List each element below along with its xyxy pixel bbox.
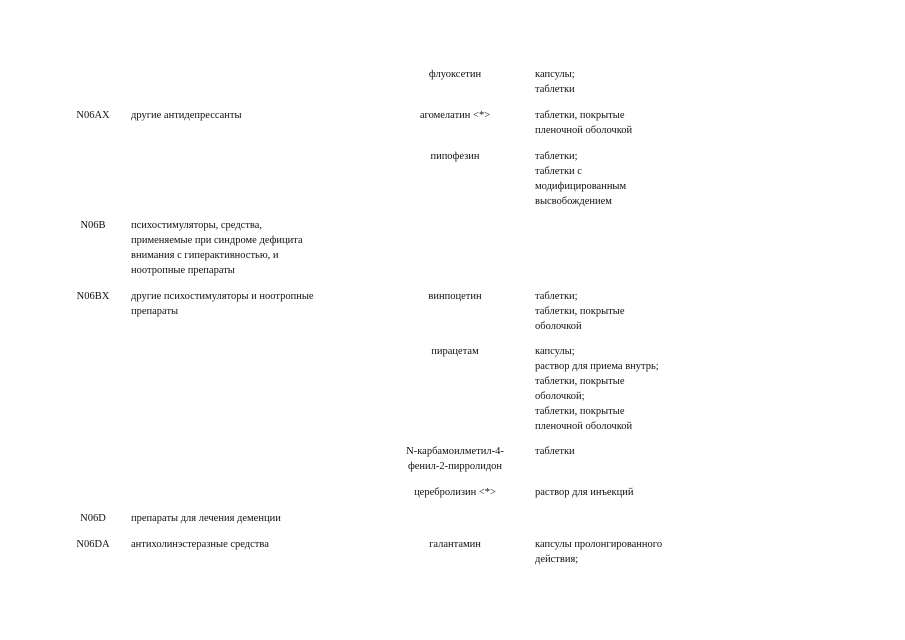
drug-name: пипофезин bbox=[430, 151, 480, 162]
atc-code: N06BX bbox=[76, 291, 110, 302]
atc-code: N06AX bbox=[76, 110, 110, 121]
dosage-form: капсулы пролонгированного действия; bbox=[535, 539, 663, 565]
dosage-form: раствор для инъекций bbox=[535, 487, 634, 498]
drug-name: пирацетам bbox=[431, 346, 479, 357]
drug-name: винпоцетин bbox=[428, 291, 482, 302]
atc-code: N06DA bbox=[76, 539, 110, 550]
drug-name: галантамин bbox=[429, 539, 481, 550]
dosage-form: таблетки; таблетки, покрытые оболочкой bbox=[535, 291, 625, 332]
drug-name: N-карбамоилметил-4- фенил-2-пирролидон bbox=[406, 446, 504, 472]
group-description: другие психостимуляторы и ноотропные препараты bbox=[131, 291, 314, 317]
group-description: препараты для лечения деменции bbox=[131, 513, 281, 524]
dosage-form: таблетки; таблетки с модифицированным высвобождением bbox=[535, 151, 627, 207]
drug-name: церебролизин <*> bbox=[414, 487, 496, 498]
atc-code: N06B bbox=[80, 220, 106, 231]
dosage-form: капсулы; таблетки bbox=[535, 69, 575, 95]
atc-code: N06D bbox=[80, 513, 106, 524]
group-description: другие антидепрессанты bbox=[131, 110, 242, 121]
dosage-form: таблетки bbox=[535, 446, 575, 457]
dosage-form: капсулы; раствор для приема внутрь; таблетки, покрытые оболочкой; таблетки, покрытые пленочной оболочкой bbox=[535, 346, 659, 432]
group-description: антихолинэстеразные средства bbox=[131, 539, 269, 550]
dosage-form: таблетки, покрытые пленочной оболочкой bbox=[535, 110, 633, 136]
group-description: психостимуляторы, средства, применяемые при синдроме дефицита внимания с гиперактивностью, и ноотропные препараты bbox=[131, 220, 303, 276]
drug-name: агомелатин <*> bbox=[419, 110, 491, 121]
drug-name: флуоксетин bbox=[428, 69, 482, 80]
